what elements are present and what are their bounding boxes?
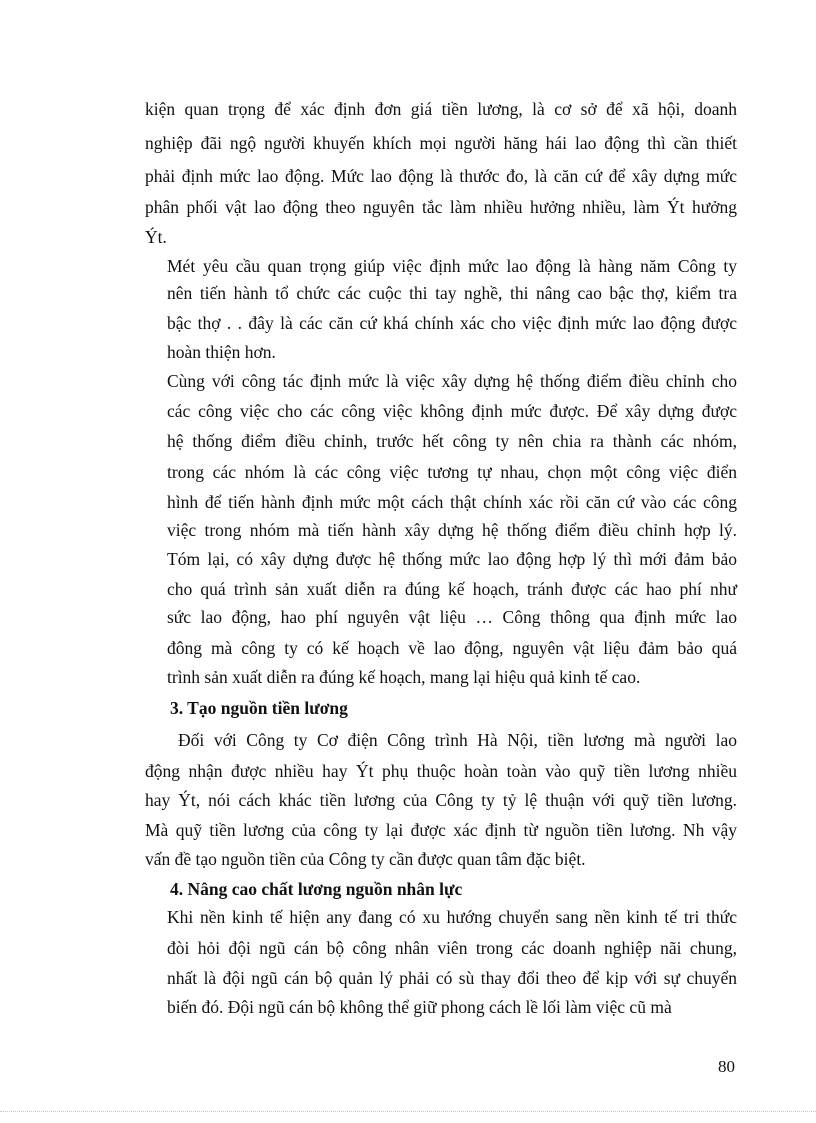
text-line-12: hệ thống điểm điều chỉnh, trước hết công ty nên chia ra thành các nhóm, xyxy=(167,431,737,451)
text-line-25: Mà quỹ tiền lương của công ty lại được xác định từ nguồn tiền lương. Nh vậy xyxy=(145,820,737,840)
text-line-1: kiện quan trọng để xác định đơn giá tiền lương, là cơ sở để xã hội, doanh xyxy=(145,99,737,119)
text-line-30: nhất là đội ngũ cán bộ quản lý phải có sù thay đổi theo để kịp với sự chuyển xyxy=(167,968,737,988)
text-line-19: đông mà công ty có kế hoạch về lao động, nguyên vật liệu đảm bảo quá xyxy=(167,638,737,658)
text-line-9: hoàn thiện hơn. xyxy=(167,342,276,362)
text-line-17: cho quá trình sản xuất diễn ra đúng kế hoạch, tránh được các hao phí như xyxy=(167,579,737,599)
section-heading-4: 4. Nâng cao chất lương nguồn nhân lực xyxy=(170,879,463,899)
text-line-2: nghiệp đãi ngộ người khuyến khích mọi người hăng hái lao động thì cần thiết xyxy=(145,133,737,153)
text-line-16: Tóm lại, có xây dựng được hệ thống mức lao động hợp lý thì mới đảm bảo xyxy=(167,549,737,569)
text-line-20: trình sản xuất diễn ra đúng kế hoạch, mang lại hiệu quả kinh tế cao. xyxy=(167,667,641,687)
text-line-8: bậc thợ . . đây là các căn cứ khá chính xác cho việc định mức lao động được xyxy=(167,313,737,333)
text-line-28: Khi nền kinh tế hiện any đang có xu hướng chuyển sang nền kinh tế tri thức xyxy=(167,907,737,927)
text-line-11: các công việc cho các công việc không định mức được. Để xây dựng được xyxy=(167,401,737,421)
text-line-13: trong các nhóm là các công việc tương tự nhau, chọn một công việc điển xyxy=(167,462,737,482)
text-line-26: vấn đề tạo nguồn tiền của Công ty cần được quan tâm đặc biệt. xyxy=(145,849,586,869)
text-line-23: động nhận được nhiều hay Ýt phụ thuộc hoàn toàn vào quỹ tiền lương nhiều xyxy=(145,761,737,781)
page-number: 80 xyxy=(718,1057,735,1076)
text-line-18: sức lao động, hao phí nguyên vật liệu … Công thông qua định mức lao xyxy=(167,607,737,627)
text-line-14: hình để tiến hành định mức một cách thật chính xác rồi căn cứ vào các công xyxy=(167,492,737,512)
text-line-31: biến đó. Đội ngũ cán bộ không thể giữ phong cách lề lối làm việc cũ mà xyxy=(167,997,672,1017)
text-line-24: hay Ýt, nói cách khác tiền lương của Công ty tỷ lệ thuận với quỹ tiền lương. xyxy=(145,790,737,810)
page-bottom-divider xyxy=(0,1111,816,1112)
text-line-4: phân phối vật lao động theo nguyên tắc làm nhiều hưởng nhiều, làm Ýt hưởng xyxy=(145,197,737,217)
section-heading-3: 3. Tạo nguồn tiền lương xyxy=(170,698,348,718)
text-line-5: Ýt. xyxy=(145,227,167,247)
text-line-22: Đối với Công ty Cơ điện Công trình Hà Nội, tiền lương mà người lao xyxy=(178,730,737,750)
text-line-15: việc trong nhóm mà tiến hành xây dựng hệ thống điểm điều chỉnh hợp lý. xyxy=(167,520,737,540)
text-line-3: phải định mức lao động. Mức lao động là thước đo, là căn cứ để xây dựng mức xyxy=(145,166,737,186)
text-line-6: Mét yêu cầu quan trọng giúp việc định mức lao động là hàng năm Công ty xyxy=(167,256,737,276)
text-line-7: nên tiến hành tổ chức các cuộc thi tay nghề, thi nâng cao bậc thợ, kiểm tra xyxy=(167,283,737,303)
text-line-29: đòi hỏi đội ngũ cán bộ công nhân viên trong các doanh nghiệp nãi chung, xyxy=(167,938,737,958)
text-line-10: Cùng với công tác định mức là việc xây dựng hệ thống điểm điều chỉnh cho xyxy=(167,371,737,391)
